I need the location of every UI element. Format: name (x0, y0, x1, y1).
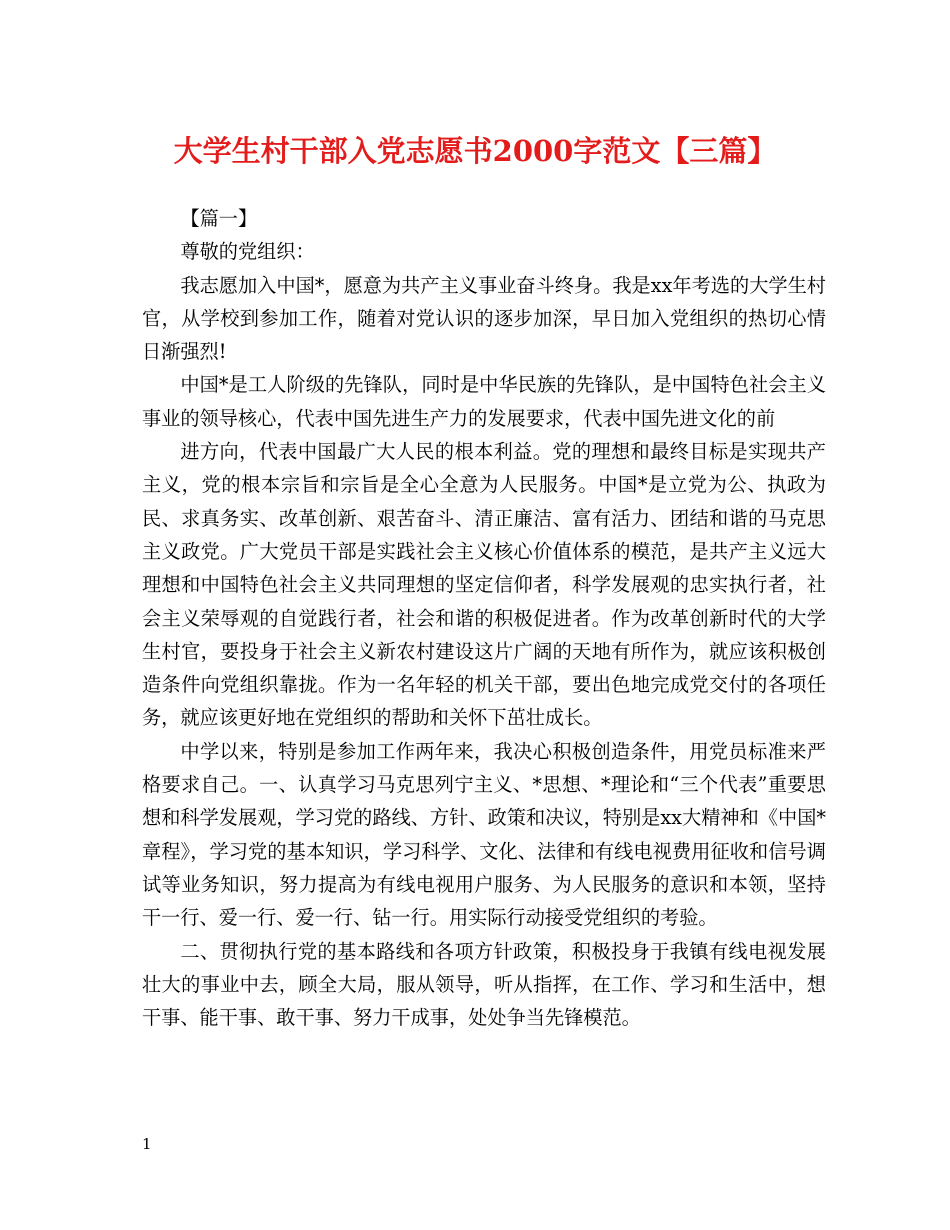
paragraph: 中学以来，特别是参加工作两年来，我决心积极创造条件，用党员标准来严格要求自己。一、认真学习马克思列宁主义、*思想、*理论和“三个代表”重要思想和科学发展观，学习党的路线、方针、政策和决议，特别是xx大精神和《中国*章程》，学习党的基本知识，学习科学、文化、法律和有线电视费用征收和信号调试等业务知识，努力提高为有线电视用户服务、为人民服务的意识和本领，坚持干一行、爱一行、爱一行、钻一行。用实际行动接受党组织的考验。 (142, 739, 826, 930)
page-number: 1 (142, 1135, 152, 1153)
paragraph: 二、贯彻执行党的基本路线和各项方针政策，积极投身于我镇有线电视发展壮大的事业中去，顾全大局，服从领导，听从指挥，在工作、学习和生活中，想干事、能干事、敢干事、努力干成事，处处争当先锋模范。 (142, 939, 826, 1030)
paragraph: 我志愿加入中国*，愿意为共产主义事业奋斗终身。我是xx年考选的大学生村官，从学校到参加工作，随着对党认识的逐步加深，早日加入党组织的热切心情日渐强烈! (142, 273, 826, 364)
paragraph: 进方向，代表中国最广大人民的根本利益。党的理想和最终目标是实现共产主义，党的根本宗旨和宗旨是全心全意为人民服务。中国*是立党为公、执政为民、求真务实、改革创新、艰苦奋斗、清正廉洁、富有活力、团结和谐的马克思主义政党。广大党员干部是实践社会主义核心价值体系的模范，是共产主义远大理想和中国特色社会主义共同理想的坚定信仰者，科学发展观的忠实执行者，社会主义荣辱观的自觉践行者，社会和谐的积极促进者。作为改革创新时代的大学生村官，要投身于社会主义新农村建设这片广阔的天地有所作为，就应该积极创造条件向党组织靠拢。作为一名年轻的机关干部，要出色地完成党交付的各项任务，就应该更好地在党组织的帮助和关怀下茁壮成长。 (142, 440, 826, 730)
salutation: 尊敬的党组织： (180, 240, 315, 264)
paragraph: 中国*是工人阶级的先锋队，同时是中华民族的先锋队，是中国特色社会主义事业的领导核心，代表中国先进生产力的发展要求，代表中国先进文化的前 (142, 373, 826, 430)
document-body (142, 202, 826, 1034)
document-title: 大学生村干部入党志愿书2000字范文【三篇】 (173, 134, 777, 168)
section-heading: 【篇一】 (180, 207, 258, 230)
